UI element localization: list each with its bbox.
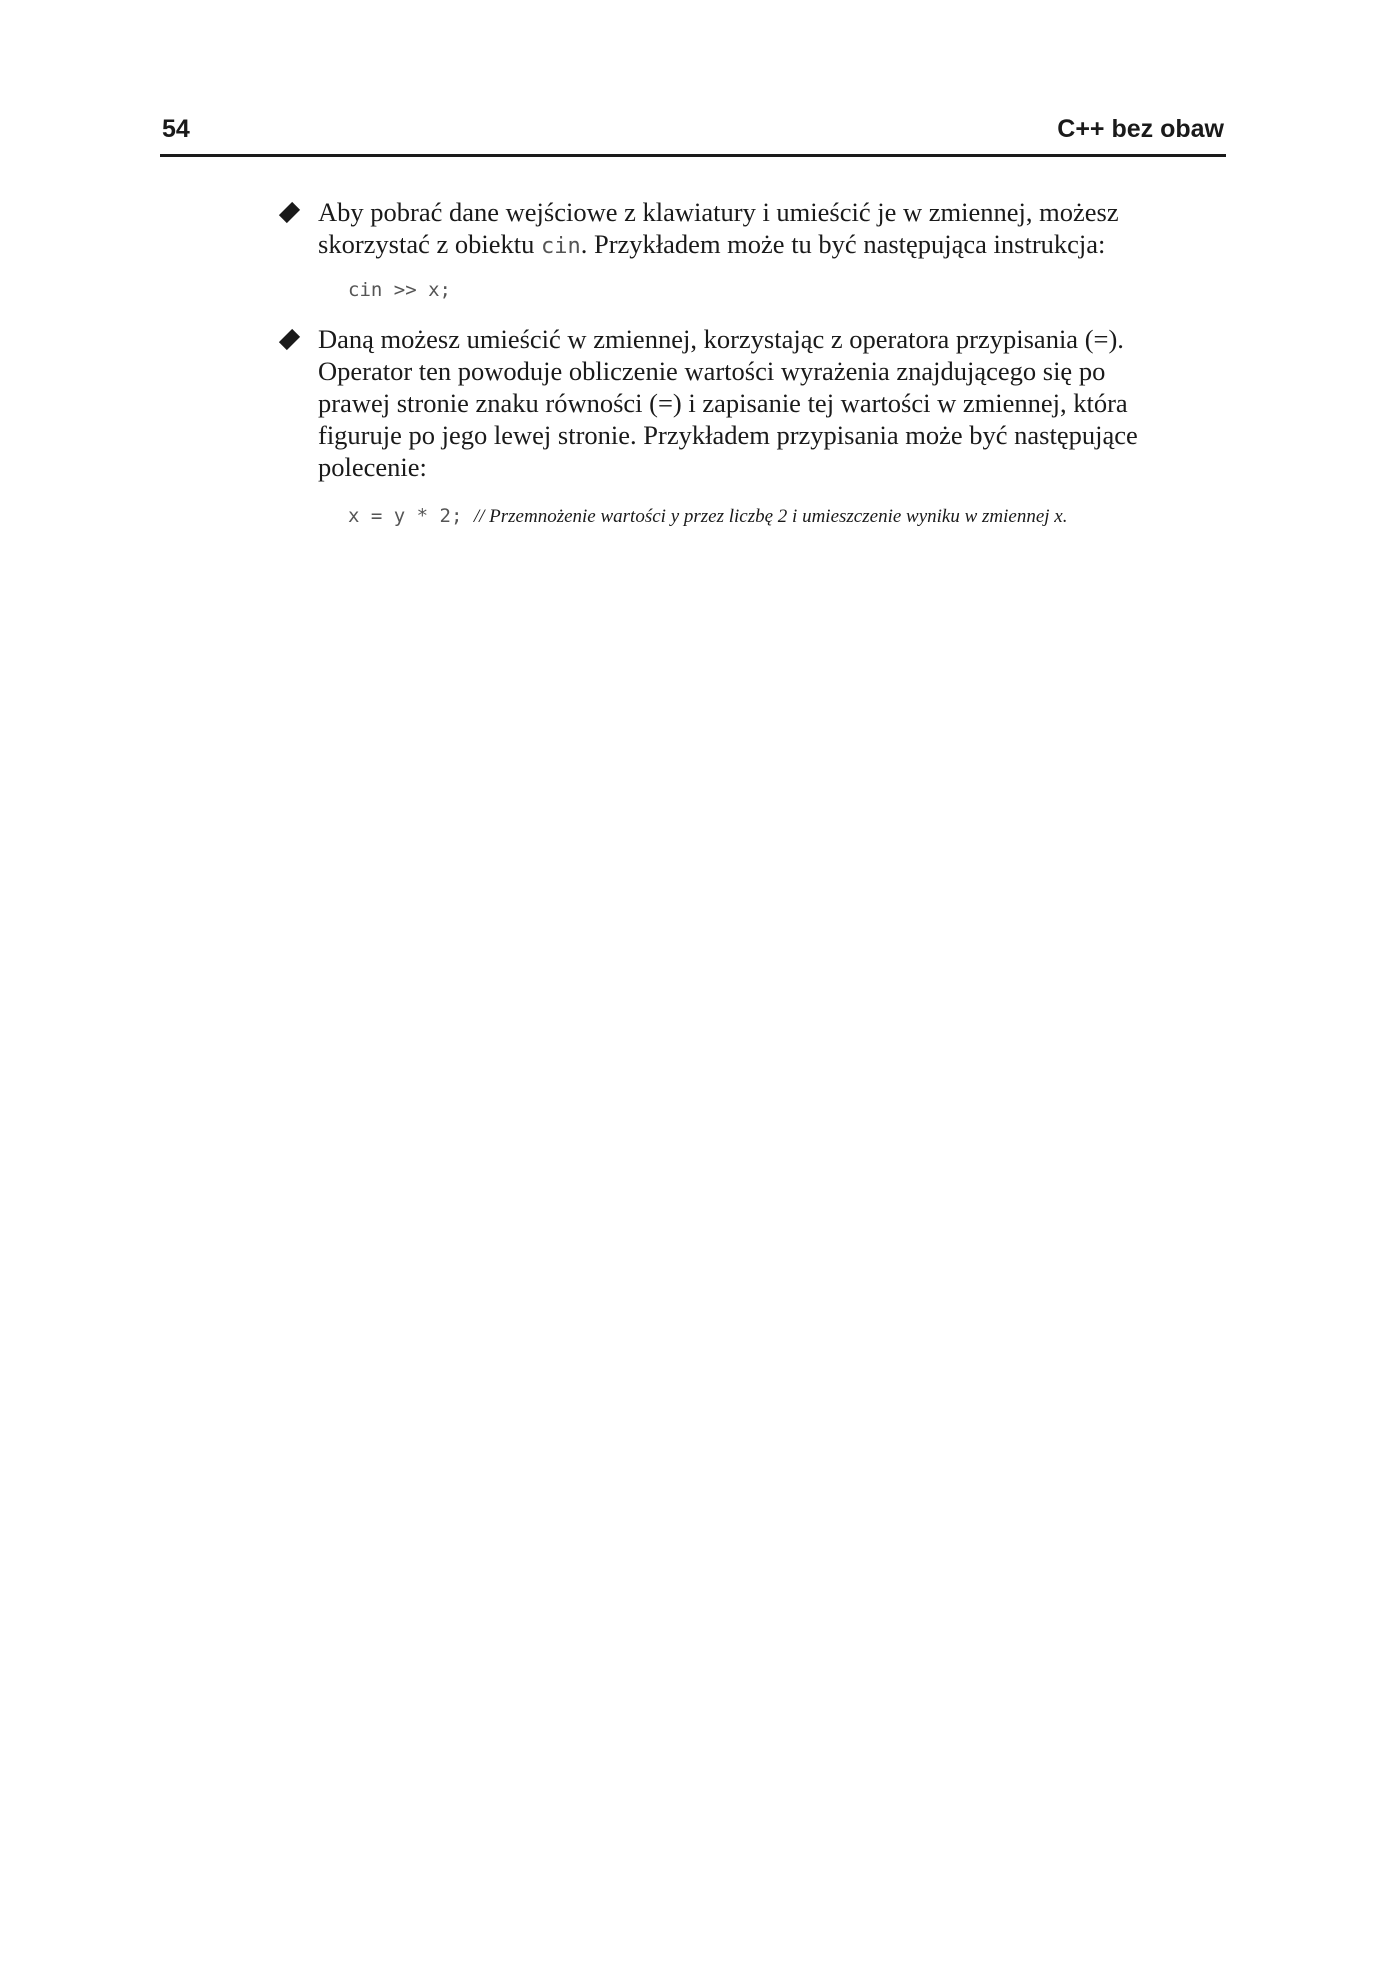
bullet-text: Daną możesz umieścić w zmiennej, korzystając z operatora przypisania (=). Operator ten powoduje obliczenie wartości wyrażenia znajdującego się po prawej stronie znaku równości (=) i zapisanie tej wartości w zmiennej, która figuruje po jego lewej stronie. Przykładem przypisania może być następujące polecenie:: [318, 324, 1138, 482]
diamond-bullet-icon: [279, 202, 300, 223]
code-comment: // Przemnożenie wartości y przez liczbę 2 i umieszczenie wyniku w zmiennej x.: [473, 506, 1068, 527]
diamond-bullet-icon: [279, 329, 300, 350]
code-block: cin >> x;: [348, 279, 451, 301]
running-title: C++ bez obaw: [1057, 115, 1224, 143]
bullet-text: . Przykładem może tu być następująca instrukcja:: [580, 229, 1106, 259]
page-header: [160, 114, 1226, 157]
code-line: x = y * 2;: [348, 505, 474, 527]
page-content: [280, 196, 1180, 528]
inline-code: cin: [540, 234, 581, 259]
bullet-text: Aby pobrać dane wejściowe z klawiatury i umieścić je w zmiennej, możesz skorzystać z obiektu: [318, 197, 1119, 259]
code-block: [348, 505, 1180, 528]
page-number: 54: [162, 115, 190, 143]
bullet-item: [280, 196, 1180, 263]
bullet-item: [280, 323, 1180, 483]
